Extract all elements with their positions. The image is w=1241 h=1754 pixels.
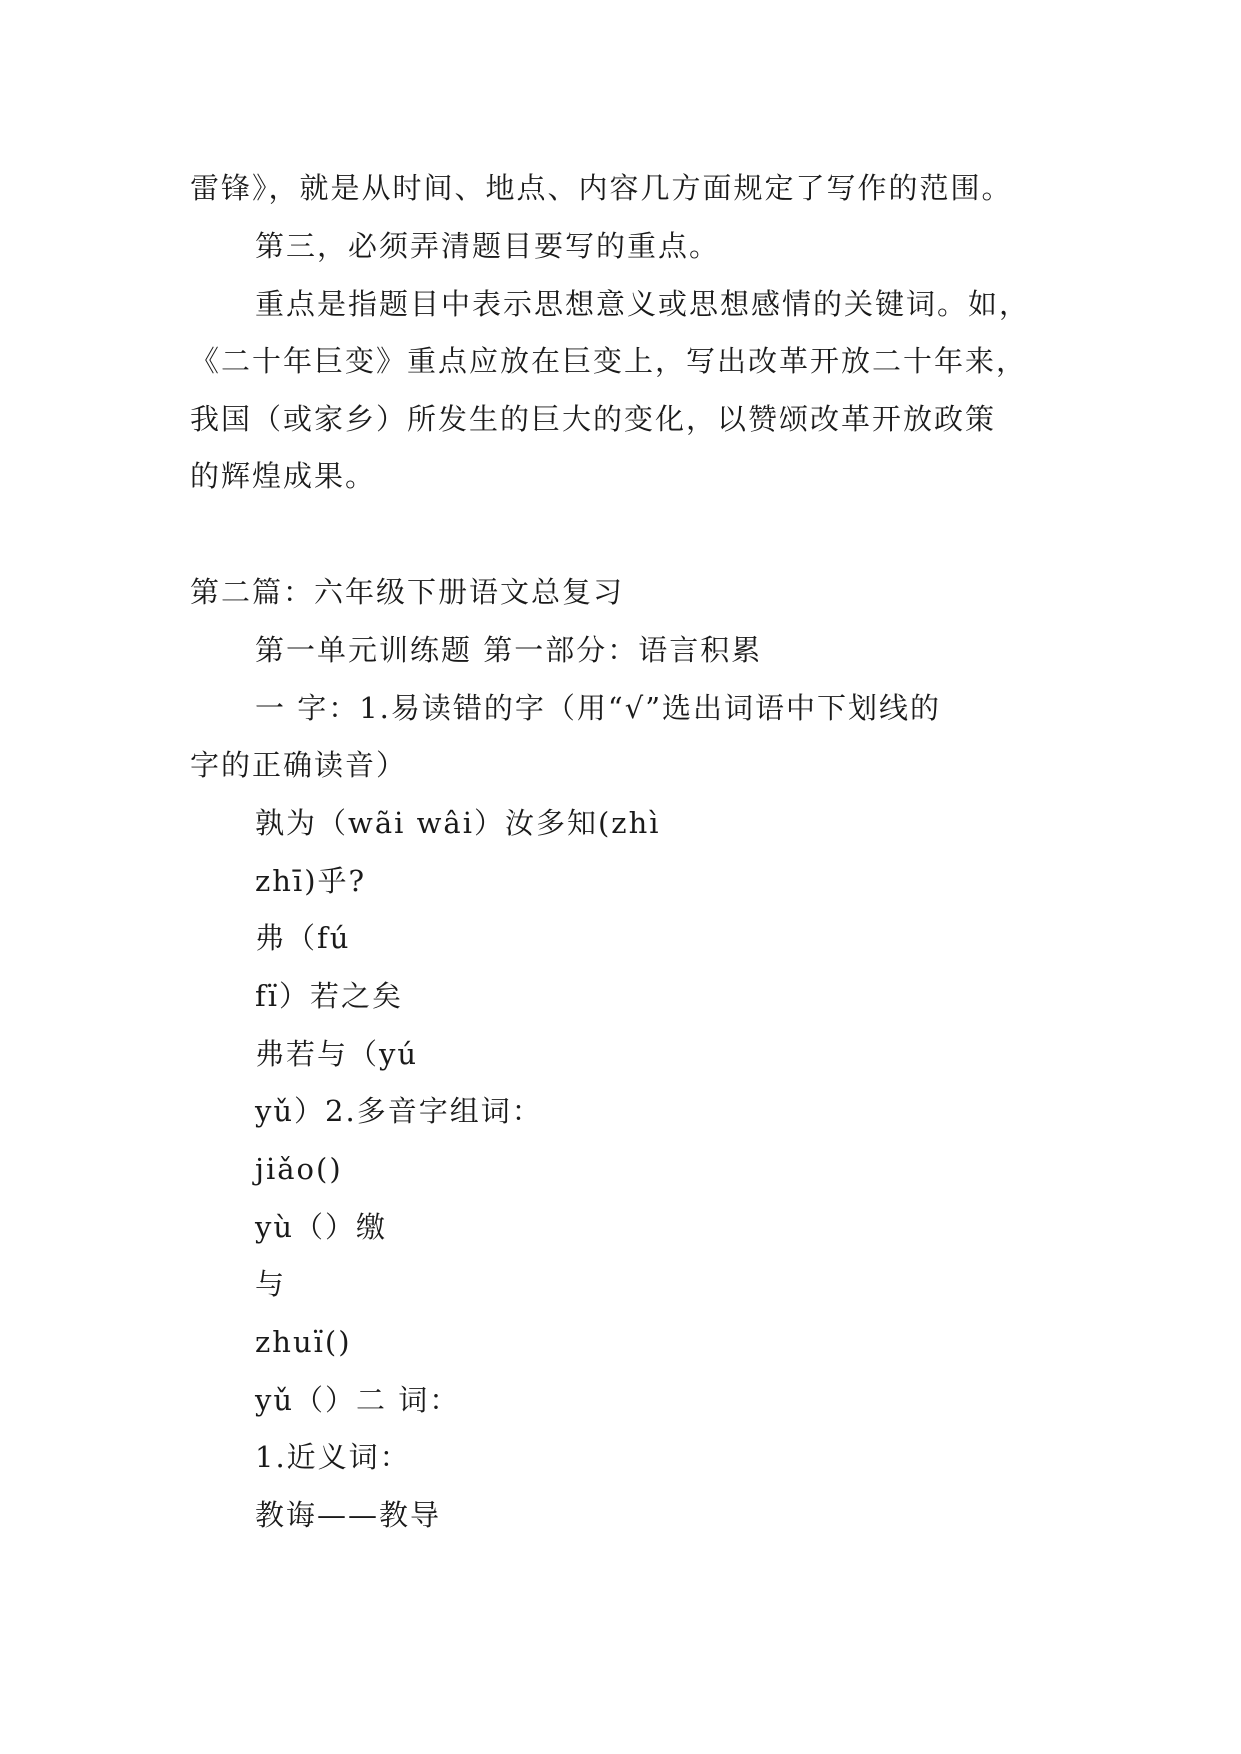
exercise-line: 1.近义词：	[255, 1440, 411, 1474]
exercise-line: zhuï()	[255, 1325, 352, 1359]
exercise-line: fï）若之矣	[255, 979, 404, 1013]
exercise-line: 教诲——教导	[255, 1498, 442, 1532]
exercise-line: 与	[255, 1267, 287, 1301]
paragraph-line: 雷锋》，就是从时间、地点、内容几方面规定了写作的范围。	[190, 171, 1013, 205]
subsection-heading: 第一单元训练题 第一部分：语言积累	[255, 633, 763, 667]
section-heading: 第二篇：六年级下册语文总复习	[190, 575, 625, 609]
paragraph-line: 的辉煌成果。	[190, 459, 377, 493]
paragraph-line: 第三，必须弄清题目要写的重点。	[255, 229, 721, 263]
exercise-line: jiǎo()	[255, 1152, 343, 1186]
exercise-line: 弗（fú	[255, 921, 351, 955]
paragraph-line: 重点是指题目中表示思想意义或思想感情的关键词。如，	[255, 287, 1031, 321]
exercise-line: yǔ（）二 词：	[255, 1383, 461, 1417]
exercise-line: zhī)乎?	[255, 864, 367, 898]
exercise-line: yǔ）2.多音字组词：	[255, 1094, 543, 1128]
paragraph-line: 字的正确读音）	[190, 748, 408, 782]
exercise-line: yù（）缴	[255, 1210, 388, 1244]
exercise-line: 孰为（wãi wâi）汝多知(zhì	[255, 806, 661, 840]
paragraph-line: 我国（或家乡）所发生的巨大的变化，以赞颂改革开放政策	[190, 402, 997, 436]
paragraph-line: 一 字：1.易读错的字（用“√”选出词语中下划线的	[255, 691, 942, 725]
exercise-line: 弗若与（yú	[255, 1037, 419, 1071]
paragraph-line: 《二十年巨变》重点应放在巨变上，写出改革开放二十年来，	[190, 344, 1028, 378]
